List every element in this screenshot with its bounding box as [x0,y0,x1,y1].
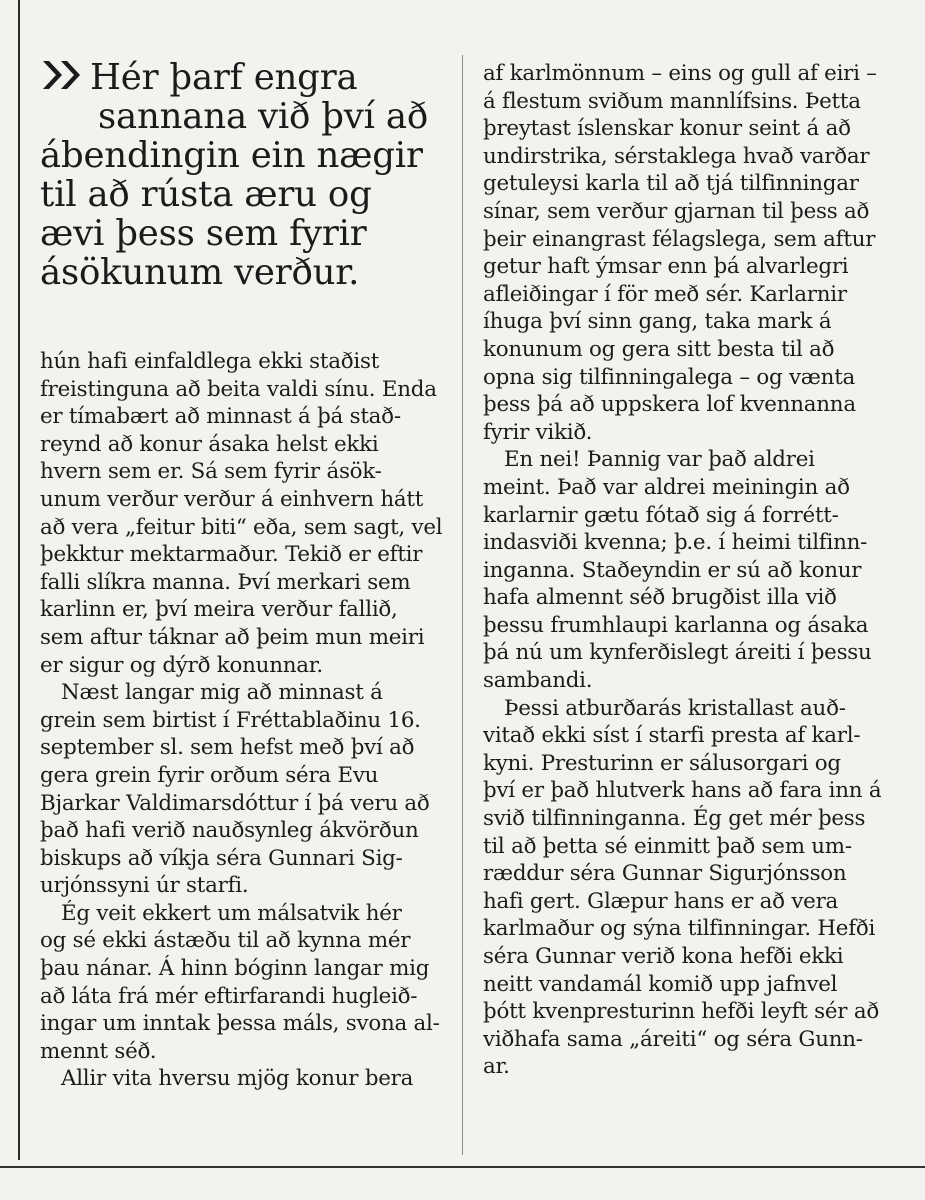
text-line: En nei! Þannig var það aldrei [504,447,815,473]
text-line: og sé ekki ástæðu til að kynna mér [40,928,411,954]
text-line: neitt vandamál komið upp jafnvel [483,971,838,997]
text-line: hafa almennt séð brugðist illa við [483,585,837,611]
left-border-rule [18,0,20,1160]
text-line: getuleysi karla til að tjá tilfinningar [483,171,859,197]
pull-quote-line: til að rústa æru og [40,174,372,215]
text-line: undirstrika, sérstaklega hvað varðar [483,143,870,169]
text-line: konunum og gera sitt besta til að [483,336,835,362]
text-line: karlinn er, því meira verður fallið, [40,597,398,623]
text-line: unum verður verður á einhvern hátt [40,486,424,512]
text-line: grein sem birtist í Fréttablaðinu 16. [40,707,421,733]
text-line: biskups að víkja séra Gunnari Sig- [40,845,403,871]
text-line: Næst langar mig að minnast á [61,680,383,706]
pull-quote-line: ævi þess sem fyrir [40,213,367,254]
text-line: séra Gunnar verið kona hefði ekki [483,944,844,969]
text-line: meint. Það var aldrei meiningin að [483,474,850,500]
text-line: þreytast íslenskar konur seint á að [483,116,851,142]
text-line: falli slíkra manna. Því merkari sem [40,569,411,595]
text-line: inganna. Staðeyndin er sú að konur [483,557,862,583]
text-line: karlarnir gætu fótað sig á forrétt- [483,502,839,528]
pull-quote-text: Hér þarf engra [90,57,358,98]
text-line: á flestum sviðum mannlífsins. Þetta [483,88,861,114]
text-line: þessu frumhlaupi karlanna og ásaka [483,612,869,638]
text-line: freistinguna að beita valdi sínu. Enda [40,376,437,402]
text-line: afleiðingar í för með sér. Karlarnir [483,281,847,307]
text-line: þekktur mektarmaður. Tekið er eftir [40,542,423,568]
text-line: Allir vita hversu mjög konur bera [61,1066,414,1092]
text-line: kyni. Presturinn er sálusorgari og [483,750,841,776]
text-line: hún hafi einfaldlega ekki staðist [40,349,380,374]
text-line: urjónssyni úr starfi. [40,873,249,899]
text-line: mennt séð. [40,1038,157,1064]
bottom-rule [0,1166,925,1168]
text-line: reynd að konur ásaka helst ekki [40,431,379,457]
text-line: hvern sem er. Sá sem fyrir ásök- [40,459,382,485]
text-line: september sl. sem hefst með því að [40,735,415,761]
text-line: því er það hlutverk hans að fara inn á [483,778,882,804]
text-line: vitað ekki síst í starfi presta af karl- [483,723,861,749]
text-line: íhuga því sinn gang, taka mark á [483,309,832,335]
text-line: Þessi atburðarás kristallast auð- [504,695,846,721]
pull-quote [40,58,455,292]
text-line: af karlmönnum – eins og gull af eiri – [483,61,877,86]
text-line: þótt kvenpresturinn hefði leyft sér að [483,999,879,1025]
text-line: þeir einangrast félagslega, sem aftur [483,226,876,252]
right-text-column [483,60,915,1081]
text-line: sambandi. [483,668,593,694]
text-line: þess þá að uppskera lof kvennanna [483,392,856,418]
text-line: þau nánar. Á hinn bóginn langar mig [40,956,430,982]
text-line: gera grein fyrir orðum séra Evu [40,762,379,788]
text-line: þá nú um kynferðislegt áreiti í þessu [483,640,872,666]
text-line: ræddur séra Gunnar Sigurjónsson [483,861,847,887]
pull-quote-line [40,58,455,97]
text-line: Ég veit ekkert um málsatvik hér [61,900,402,926]
text-line: getur haft ýmsar enn þá alvarlegri [483,254,849,280]
double-chevron-right-icon [40,58,90,92]
text-line: svið tilfinninganna. Ég get mér þess [483,806,866,832]
text-line: er sigur og dýrð konunnar. [40,652,323,678]
pull-quote-line: ásökunum verður. [40,252,360,293]
text-line: er tímabært að minnast á þá stað- [40,404,401,430]
text-line: fyrir vikið. [483,419,593,445]
text-line: karlmaður og sýna tilfinningar. Hefði [483,916,876,942]
text-line: sínar, sem verður gjarnan til þess að [483,198,870,224]
text-line: opna sig tilfinningalega – og vænta [483,364,856,390]
text-line: ar. [483,1054,510,1080]
left-text-column [40,348,460,1093]
text-line: indasviði kvenna; þ.e. í heimi tilfinn- [483,530,868,556]
text-line: að vera „feitur biti“ eða, sem sagt, vel [40,514,443,540]
column-divider [462,55,463,1155]
pull-quote-line: sannana við því að [98,96,429,137]
text-line: til að þetta sé einmitt það sem um- [483,833,852,859]
text-line: hafi gert. Glæpur hans er að vera [483,888,839,914]
text-line: viðhafa sama „áreiti“ og séra Gunn- [483,1026,863,1052]
text-line: það hafi verið nauðsynleg ákvörðun [40,818,419,844]
text-line: sem aftur táknar að þeim mun meiri [40,624,425,650]
text-line: ingar um inntak þessa máls, svona al- [40,1011,440,1037]
pull-quote-line: ábendingin ein nægir [40,135,423,176]
text-line: Bjarkar Valdimarsdóttur í þá veru að [40,790,430,816]
text-line: að láta frá mér eftirfarandi hugleið- [40,983,418,1009]
